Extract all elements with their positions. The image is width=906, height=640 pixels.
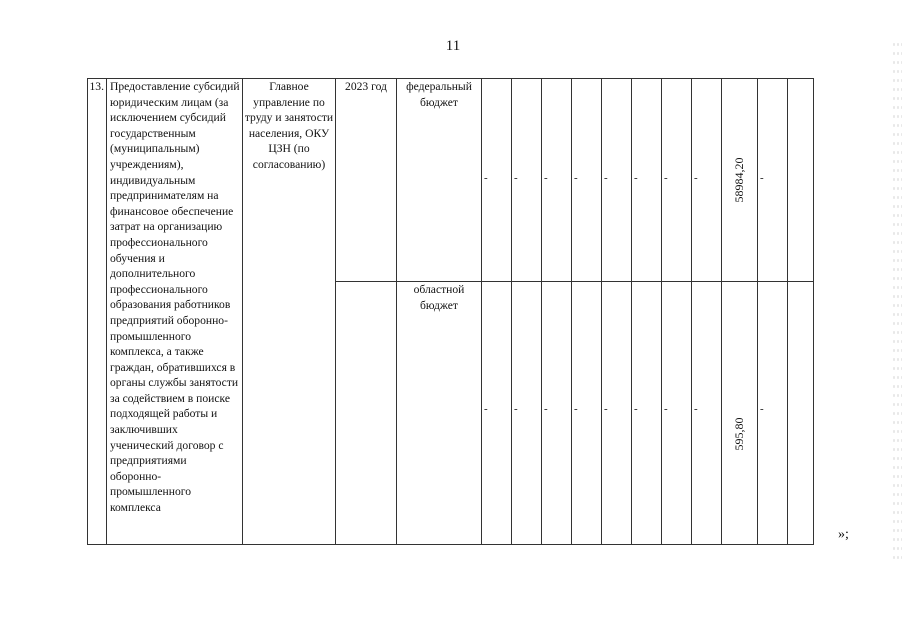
funding-source-regional: областной бюджет — [397, 282, 482, 545]
value-cell — [692, 282, 722, 545]
value-cell — [692, 79, 722, 282]
page-number: 11 — [445, 38, 461, 54]
scan-noise — [892, 40, 902, 560]
program-table — [87, 78, 814, 545]
value-cell — [572, 282, 602, 545]
value-cell — [542, 79, 572, 282]
table-row-federal — [88, 79, 814, 282]
value-dash: - — [694, 403, 698, 415]
year-cell-empty — [336, 282, 397, 545]
value-dash: - — [544, 403, 548, 415]
federal-amount: 58984,20 — [731, 157, 746, 203]
value-dash: - — [634, 403, 638, 415]
value-dash: - — [514, 403, 518, 415]
value-cell — [788, 282, 814, 545]
value-cell — [572, 79, 602, 282]
value-dash: - — [544, 172, 548, 184]
value-cell — [542, 282, 572, 545]
regional-amount: 595,80 — [731, 417, 746, 451]
funding-source-federal: федеральный бюджет — [397, 79, 482, 282]
value-dash: - — [604, 172, 608, 184]
measure-name: Предоставление субсидий юридическим лицам (за исключением субсидий государственным (муниципальным) учреждениям), индивидуальным предпринимателям на финансовое обеспечение затрат на организацию профессионального обучения и дополнительного профессионального образования работников предприятий оборонно-промышленного комплекса, а также граждан, обратившихся в органы службы занятости за содействием в поиске подходящей работы и заключивших ученический договор с предприятиями оборонно-промышленного комплекса — [107, 79, 243, 545]
value-cell — [632, 282, 662, 545]
value-dash: - — [484, 403, 488, 415]
value-cell — [662, 79, 692, 282]
value-cell — [758, 282, 788, 545]
executor-cell: Главное управление по труду и занятости населения, ОКУ ЦЗН (по согласованию) — [243, 79, 336, 545]
year-cell: 2023 год — [336, 79, 397, 282]
closing-quote-mark: »; — [838, 527, 849, 542]
value-cell — [512, 79, 542, 282]
value-cell — [482, 79, 512, 282]
value-cell-amount — [722, 79, 758, 282]
value-dash: - — [760, 403, 764, 415]
value-dash: - — [694, 172, 698, 184]
value-dash: - — [604, 403, 608, 415]
value-dash: - — [514, 172, 518, 184]
value-cell — [788, 79, 814, 282]
value-cell-amount — [722, 282, 758, 545]
value-dash: - — [634, 172, 638, 184]
value-cell — [662, 282, 692, 545]
value-cell — [632, 79, 662, 282]
value-cell — [758, 79, 788, 282]
value-dash: - — [664, 403, 668, 415]
value-cell — [602, 282, 632, 545]
value-dash: - — [574, 403, 578, 415]
value-cell — [602, 79, 632, 282]
value-cell — [482, 282, 512, 545]
value-dash: - — [664, 172, 668, 184]
value-dash: - — [760, 172, 764, 184]
value-dash: - — [484, 172, 488, 184]
value-dash: - — [574, 172, 578, 184]
row-number: 13. — [88, 79, 107, 545]
value-cell — [512, 282, 542, 545]
